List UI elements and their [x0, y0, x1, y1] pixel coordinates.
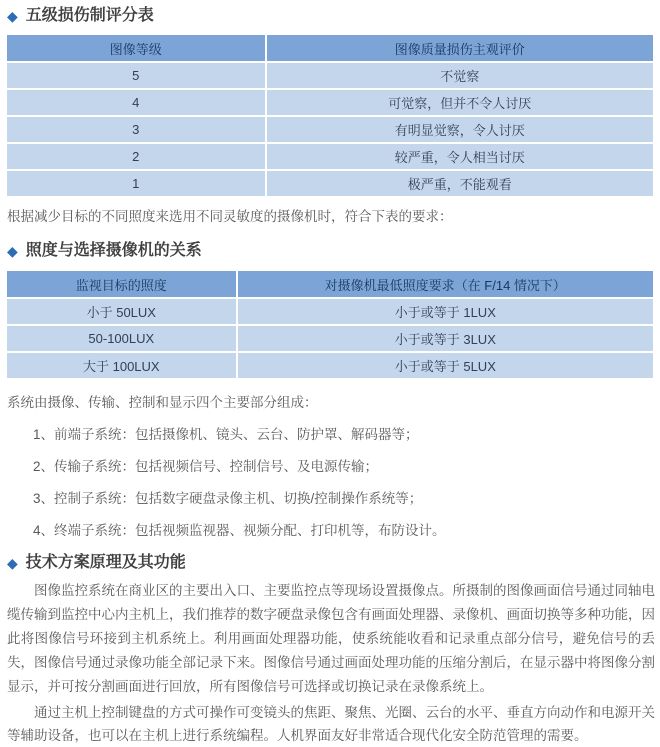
cell-evaluation: 可觉察，但并不令人讨厌	[267, 90, 653, 115]
table-header-row	[7, 35, 653, 61]
table-row	[7, 117, 653, 142]
cell-illuminance-range: 50-100LUX	[7, 326, 236, 351]
damage-rating-table	[5, 33, 655, 198]
cell-requirement: 小于或等于 3LUX	[238, 326, 653, 351]
section-title-text: 照度与选择摄像机的关系	[25, 242, 202, 259]
list-item-front-end-subsystem: 1、前端子系统：包括摄像机、镜头、云台、防护罩、解码器等；	[33, 427, 419, 442]
cell-illuminance-range: 大于 100LUX	[7, 353, 236, 378]
cell-level: 1	[7, 171, 265, 196]
table-row	[7, 353, 653, 378]
table-row	[7, 90, 653, 115]
section-title-text: 五级损伤制评分表	[25, 7, 154, 24]
table-row	[7, 171, 653, 196]
cell-level: 4	[7, 90, 265, 115]
list-item-control-subsystem: 3、控制子系统：包括数字硬盘录像主机、切换/控制操作系统等；	[33, 491, 423, 506]
illuminance-table	[5, 269, 655, 380]
system-composition-intro: 系统由摄像、传输、控制和显示四个主要部分组成：	[7, 395, 318, 410]
cell-illuminance-range: 小于 50LUX	[7, 299, 236, 324]
diamond-bullet-icon: ◆	[7, 8, 18, 24]
table-header-row	[7, 271, 653, 297]
diamond-bullet-icon: ◆	[7, 243, 18, 259]
cell-evaluation: 不觉察	[267, 63, 653, 88]
column-header-image-level: 图像等级	[7, 35, 265, 61]
cell-level: 2	[7, 144, 265, 169]
note-camera-sensitivity: 根据减少目标的不同照度来选用不同灵敏度的摄像机时，符合下表的要求：	[7, 209, 453, 224]
cell-requirement: 小于或等于 5LUX	[238, 353, 653, 378]
column-header-min-illuminance-requirement: 对摄像机最低照度要求（在 F/14 情况下）	[238, 271, 653, 297]
table-row	[7, 299, 653, 324]
list-item-transmission-subsystem: 2、传输子系统：包括视频信号、控制信号、及电源传输；	[33, 459, 379, 474]
list-item-terminal-subsystem: 4、终端子系统：包括视频监视器、视频分配、打印机等，布防设计。	[33, 523, 446, 538]
table-row	[7, 144, 653, 169]
paragraph-keyboard-control: 通过主机上控制键盘的方式可操作可变镜头的焦距、聚焦、光圈、云台的水平、垂直方向动作和电源开关等辅助设备，也可以在主机上进行系统编程。人机界面友好非常适合现代化安全防范管理的需要。	[7, 705, 655, 743]
cell-level: 5	[7, 63, 265, 88]
section-title-damage-rating	[7, 6, 655, 26]
column-header-subjective-evaluation: 图像质量损伤主观评价	[267, 35, 653, 61]
section-title-technical-scheme	[7, 553, 655, 573]
cell-evaluation: 极严重，不能观看	[267, 171, 653, 196]
section-title-text: 技术方案原理及其功能	[25, 554, 186, 571]
diamond-bullet-icon: ◆	[7, 555, 18, 571]
column-header-target-illuminance: 监视目标的照度	[7, 271, 236, 297]
table-row	[7, 63, 653, 88]
cell-evaluation: 有明显觉察，令人讨厌	[267, 117, 653, 142]
section-title-illuminance-camera	[7, 241, 655, 261]
paragraph-monitoring-system-principle: 图像监控系统在商业区的主要出入口、主要监控点等现场设置摄像点。所摄制的图像画面信号通过同轴电缆传输到监控中心内主机上，我们推荐的数字硬盘录像包含有画面处理器、录像机、画面切换等多种功能，因此将图像信号环接到主机系统上。利用画面处理器功能，使系统能收看和记录重点部分信号，避免信号的丢失，图像信号通过录像功能全部记录下来。图像信号通过画面处理功能的压缩分割后，在显示器中将图像分割显示，并可按分割画面进行回放，所有图像信号可选择或切换记录在录像系统上。	[7, 583, 655, 694]
subsystem-list	[5, 425, 655, 540]
cell-level: 3	[7, 117, 265, 142]
cell-evaluation: 较严重，令人相当讨厌	[267, 144, 653, 169]
cell-requirement: 小于或等于 1LUX	[238, 299, 653, 324]
table-row	[7, 326, 653, 351]
